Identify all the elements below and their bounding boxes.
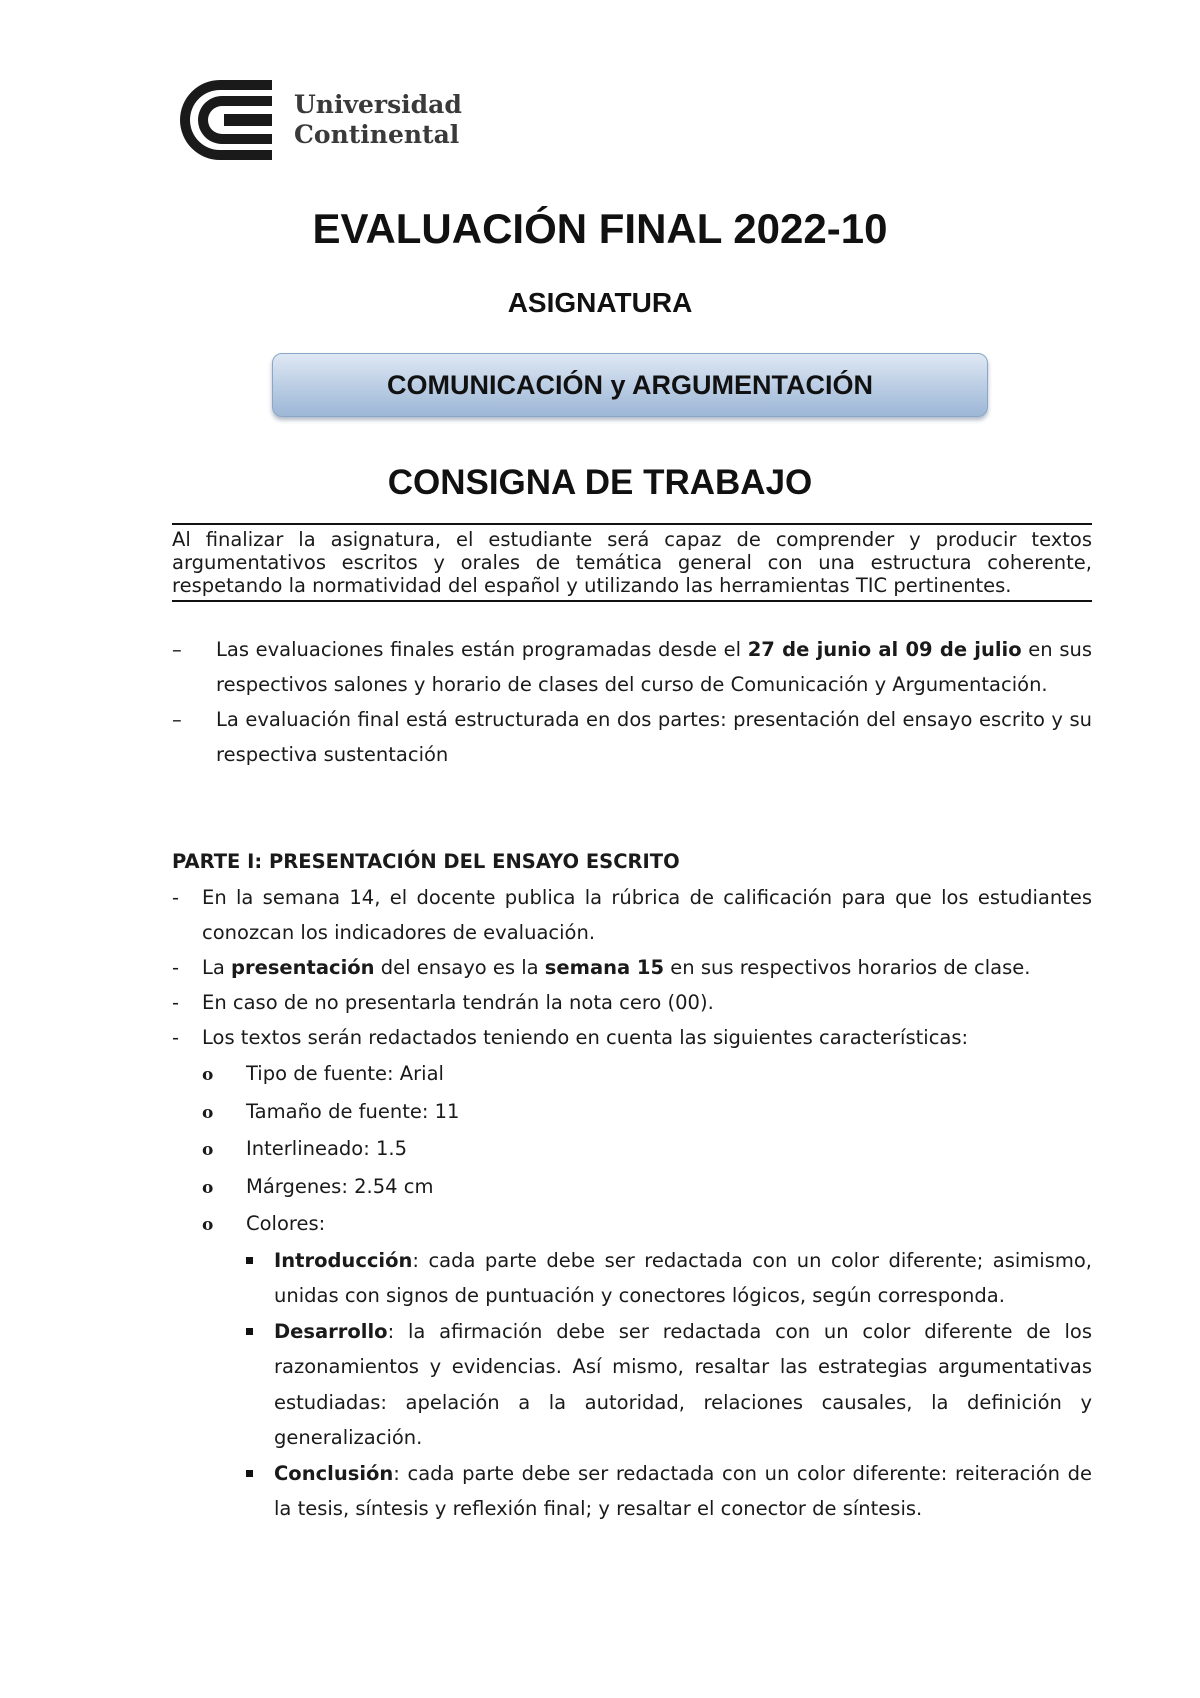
logo-emblem-icon bbox=[172, 76, 282, 164]
general-instructions-list bbox=[172, 632, 1092, 772]
feature-item: o Tamaño de fuente: 11 bbox=[202, 1093, 1092, 1131]
competency-paragraph: Al finalizar la asignatura, el estudiante será capaz de comprender y producir textos argumentativos escritos y orales de temática general con una estructura coherente, respetando la normatividad del español y utilizando las herramientas TIC pertinentes. bbox=[172, 528, 1092, 597]
list-item: - En caso de no presentarla tendrán la nota cero (00). bbox=[172, 985, 1092, 1020]
feature-item: o Interlineado: 1.5 bbox=[202, 1130, 1092, 1168]
circle-bullet-icon: o bbox=[202, 1140, 214, 1160]
course-name-banner bbox=[272, 353, 988, 417]
feature-item: o Colores: bbox=[202, 1205, 1092, 1243]
bottom-rule bbox=[172, 600, 1092, 602]
university-logo bbox=[172, 70, 464, 170]
feature-item: o Tipo de fuente: Arial bbox=[202, 1055, 1092, 1093]
list-item: - Los textos serán redactados teniendo en cuenta las siguientes características: bbox=[172, 1020, 1092, 1055]
format-features-list bbox=[202, 1055, 1092, 1527]
dash-marker: – bbox=[172, 708, 182, 731]
colors-list bbox=[246, 1243, 1092, 1527]
page-title: EVALUACIÓN FINAL 2022-10 bbox=[312, 205, 888, 252]
dash-marker: - bbox=[172, 956, 180, 979]
square-bullet-icon bbox=[246, 1328, 253, 1335]
course-name: COMUNICACIÓN y ARGUMENTACIÓN bbox=[387, 369, 873, 400]
part-one-list bbox=[172, 880, 1092, 1527]
color-rule-item: Desarrollo: la afirmación debe ser redactada con un color diferente de los razonamientos y evidencias. Así mismo, resaltar las estrategias argumentativas estudiadas: apelación a la autoridad, relaciones causales, la definición y generalización. bbox=[246, 1314, 1092, 1456]
top-rule bbox=[172, 523, 1092, 525]
part-one-heading: PARTE I: PRESENTACIÓN DEL ENSAYO ESCRITO bbox=[172, 850, 680, 873]
list-item: – Las evaluaciones finales están programadas desde el 27 de junio al 09 de julio en sus respectivos salones y horario de clases del curso de Comunicación y Argumentación. bbox=[172, 632, 1092, 702]
logo-wordmark bbox=[294, 90, 462, 150]
dash-marker: - bbox=[172, 886, 180, 909]
circle-bullet-icon: o bbox=[202, 1065, 214, 1085]
logo-line-1: Universidad bbox=[294, 90, 462, 119]
date-range: 27 de junio al 09 de julio bbox=[747, 638, 1022, 661]
color-rule-item: Conclusión: cada parte debe ser redactada con un color diferente: reiteración de la tesis, síntesis y reflexión final; y resaltar el conector de síntesis. bbox=[246, 1456, 1092, 1527]
color-rule-item: Introducción: cada parte debe ser redactada con un color diferente; asimismo, unidas con signos de puntuación y conectores lógicos, según corresponda. bbox=[246, 1243, 1092, 1314]
section-title: CONSIGNA DE TRABAJO bbox=[387, 463, 813, 502]
list-item: - La presentación del ensayo es la semana 15 en sus respectivos horarios de clase. bbox=[172, 950, 1092, 985]
circle-bullet-icon: o bbox=[202, 1177, 214, 1198]
list-item: - En la semana 14, el docente publica la rúbrica de calificación para que los estudiantes conozcan los indicadores de evaluación. bbox=[172, 880, 1092, 950]
circle-bullet-icon: o bbox=[202, 1102, 214, 1123]
feature-item: o Márgenes: 2.54 cm bbox=[202, 1168, 1092, 1206]
square-bullet-icon bbox=[246, 1257, 253, 1264]
dash-marker: - bbox=[172, 991, 180, 1014]
dash-marker: – bbox=[172, 638, 182, 661]
logo-line-2: Continental bbox=[294, 120, 460, 149]
list-item: – La evaluación final está estructurada en dos partes: presentación del ensayo escrito y su respectiva sustentación bbox=[172, 702, 1092, 772]
square-bullet-icon bbox=[246, 1470, 253, 1477]
dash-marker: - bbox=[172, 1026, 180, 1049]
circle-bullet-icon: o bbox=[202, 1215, 214, 1235]
subject-heading: ASIGNATURA bbox=[507, 287, 693, 318]
